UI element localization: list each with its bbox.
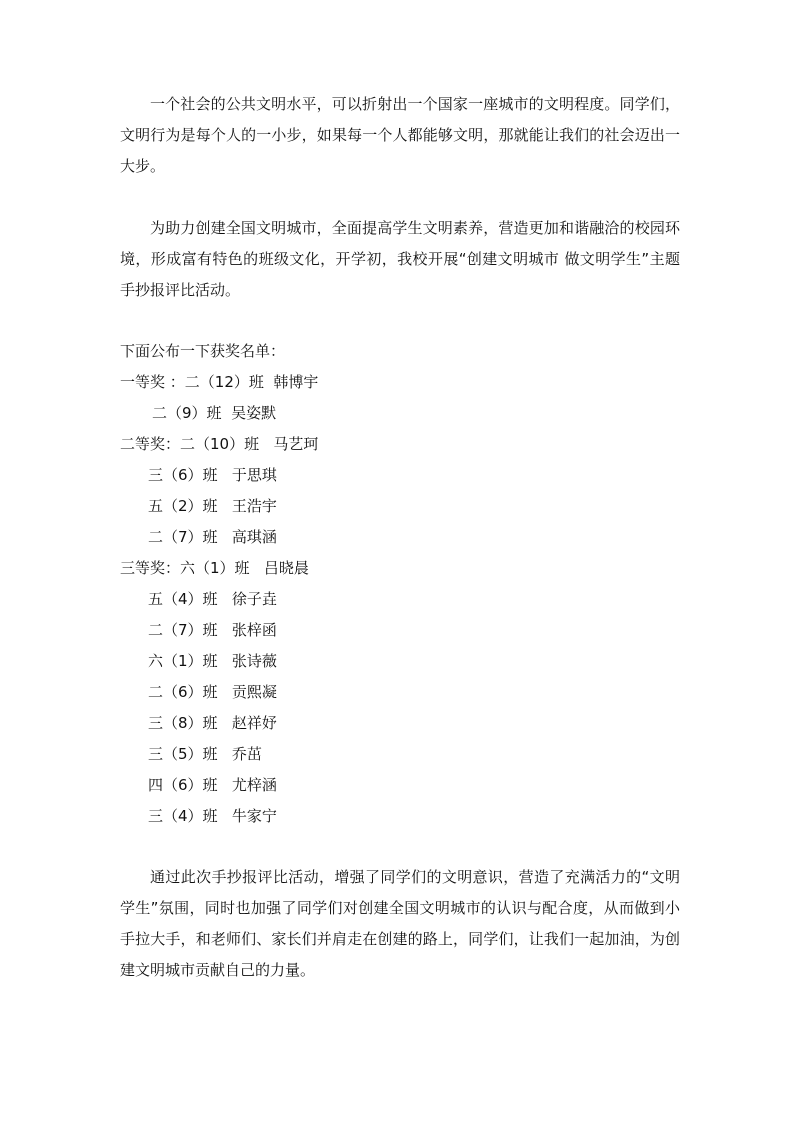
- award-winner: 五（4）班 徐子垚: [148, 590, 277, 608]
- award-winner: 二（12）班 韩博宇: [184, 373, 319, 391]
- activity-paragraph: 为助力创建全国文明城市，全面提高学生文明素养，营造更加和谐融洽的校园环境，形成富有特色的班级文化，开学初，我校开展“创建文明城市 做文明学生”主题手抄报评比活动。: [120, 219, 680, 299]
- award-winner: 三（5）班 乔茁: [148, 745, 262, 763]
- award-winner: 四（6）班 尤梓涵: [148, 776, 277, 794]
- award-level-label: 二等奖：: [120, 435, 181, 453]
- award-row: [120, 646, 680, 677]
- award-winner: 二（7）班 张梓函: [148, 621, 277, 639]
- award-winner: 三（8）班 赵祥妤: [148, 714, 277, 732]
- award-row: [120, 708, 680, 739]
- award-row: [120, 460, 680, 491]
- award-winner: 三（4）班 牛家宁: [148, 807, 277, 825]
- award-winner: 三（6）班 于思琪: [148, 466, 277, 484]
- award-level-label: 三等奖：: [120, 559, 181, 577]
- award-row: [120, 491, 680, 522]
- award-list-heading: 下面公布一下获奖名单：: [120, 342, 286, 360]
- award-list: [120, 367, 680, 832]
- award-row: [120, 367, 680, 398]
- award-winner: 六（1）班 张诗薇: [148, 652, 277, 670]
- award-winner: 二（7）班 高琪涵: [148, 528, 277, 546]
- award-row: [120, 553, 680, 584]
- award-row: [120, 615, 680, 646]
- award-row: [120, 801, 680, 832]
- closing-paragraph: 通过此次手抄报评比活动，增强了同学们的文明意识，营造了充满活力的“文明学生”氛围，同时也加强了同学们对创建全国文明城市的认识与配合度，从而做到小手拉大手，和老师们、家长们并肩走在创建的路上，同学们，让我们一起加油，为创建文明城市贡献自己的力量。: [120, 868, 680, 979]
- award-winner: 六（1）班 吕晓晨: [180, 559, 309, 577]
- award-row: [120, 398, 680, 429]
- award-row: [120, 770, 680, 801]
- award-level-label: 一等奖 ：: [120, 373, 185, 391]
- award-row: [120, 429, 680, 460]
- intro-paragraph: 一个社会的公共文明水平，可以折射出一个国家一座城市的文明程度。同学们，文明行为是每个人的一小步，如果每一个人都能够文明，那就能让我们的社会迈出一大步。: [120, 95, 680, 175]
- award-winner: 二（10）班 马艺珂: [180, 435, 319, 453]
- award-row: [120, 584, 680, 615]
- award-row: [120, 522, 680, 553]
- award-winner: 五（2）班 王浩宇: [148, 497, 277, 515]
- award-row: [120, 739, 680, 770]
- award-winner: 二（6）班 贡熙凝: [148, 683, 277, 701]
- award-row: [120, 677, 680, 708]
- award-winner: 二（9）班 吴姿默: [152, 404, 277, 422]
